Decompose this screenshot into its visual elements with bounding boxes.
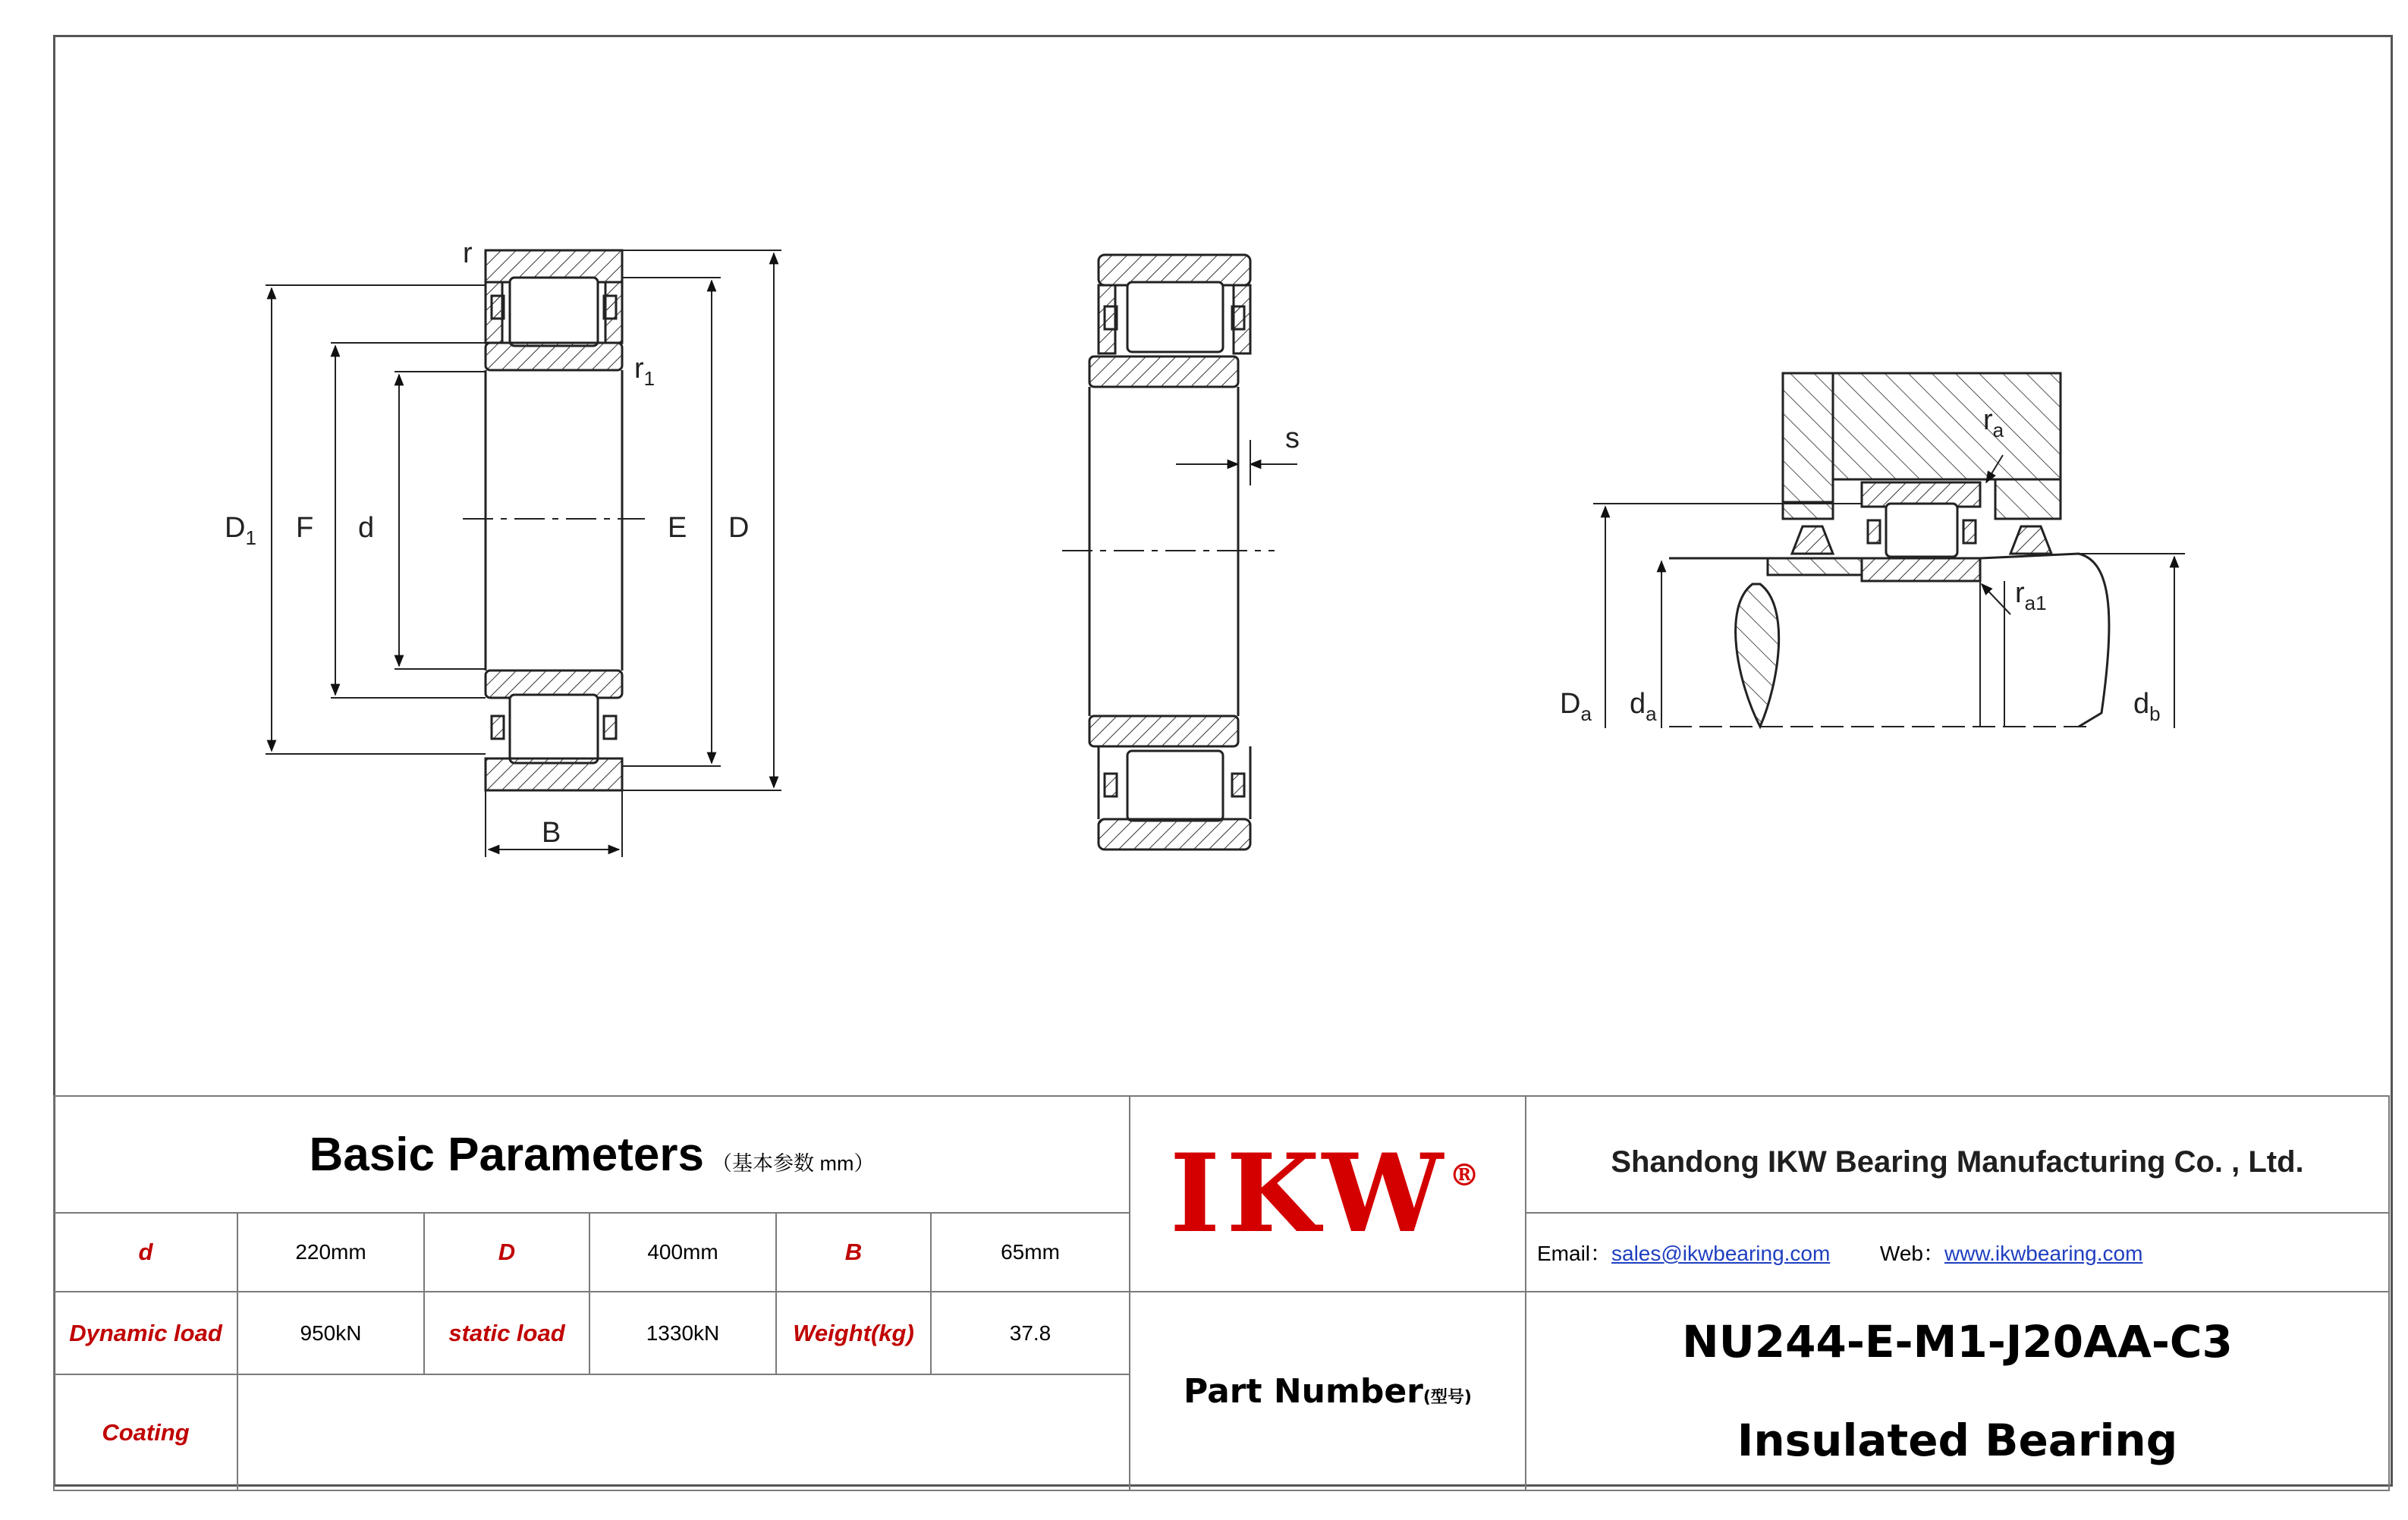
value-weight-cell: 37.8 bbox=[931, 1292, 1130, 1374]
contact-cell bbox=[1526, 1213, 2389, 1292]
label-ra: $r_a$ bbox=[1983, 404, 2004, 441]
parameters-table bbox=[53, 1095, 2390, 1491]
part-number: NU244-E-M1-J20AA-C3 bbox=[1682, 1316, 2233, 1368]
value-D-cell: 400mm bbox=[589, 1213, 776, 1292]
value-coating-cell bbox=[237, 1374, 1130, 1490]
web-label: Web： bbox=[1879, 1242, 1944, 1265]
value-B-cell: 65mm bbox=[931, 1213, 1130, 1292]
label-r: r bbox=[463, 237, 473, 269]
value-static-load-cell: 1330kN bbox=[589, 1292, 776, 1374]
value-d-cell: 220mm bbox=[237, 1213, 424, 1292]
label-B-cell: B bbox=[776, 1213, 931, 1292]
basic-parameters-title: Basic Parameters （基本参数 mm） bbox=[54, 1096, 1130, 1213]
label-r1: $r_1$ bbox=[634, 353, 655, 390]
brand-logo-cell bbox=[1130, 1096, 1526, 1292]
label-D-cell: D bbox=[424, 1213, 589, 1292]
label-Da: $D_a$ bbox=[1560, 688, 1592, 725]
email-label: Email： bbox=[1537, 1242, 1612, 1265]
label-E: E bbox=[668, 512, 687, 544]
part-number-label-cell bbox=[1130, 1292, 1526, 1490]
label-s: s bbox=[1285, 422, 1300, 454]
part-number-value-cell bbox=[1526, 1292, 2389, 1490]
bearing-type: Insulated Bearing bbox=[1737, 1415, 2178, 1466]
label-static-load-cell: static load bbox=[424, 1292, 589, 1374]
label-ra1: $r_{a1}$ bbox=[2015, 577, 2047, 614]
label-db: $d_b$ bbox=[2133, 688, 2161, 725]
mounting-view bbox=[1593, 373, 2185, 728]
ikw-logo: IKW® bbox=[1169, 1131, 1486, 1257]
label-dynamic-load-cell: Dynamic load bbox=[54, 1292, 237, 1374]
value-dynamic-load-cell: 950kN bbox=[237, 1292, 424, 1374]
label-F: F bbox=[296, 512, 314, 544]
company-name-cell bbox=[1526, 1096, 2389, 1213]
company-name: Shandong IKW Bearing Manufacturing Co. , Ltd. bbox=[1611, 1145, 2304, 1179]
label-d-cell: d bbox=[54, 1213, 237, 1292]
label-da: $d_a$ bbox=[1630, 688, 1657, 725]
label-d: d bbox=[358, 512, 375, 544]
email-link[interactable]: sales@ikwbearing.com bbox=[1611, 1242, 1831, 1265]
section-view bbox=[463, 250, 645, 790]
label-D1: $D_1$ bbox=[225, 512, 256, 549]
part-number-label: Part Number(型号) bbox=[1184, 1371, 1472, 1411]
label-D: D bbox=[728, 512, 750, 544]
web-link[interactable]: www.ikwbearing.com bbox=[1944, 1242, 2143, 1265]
label-B: B bbox=[542, 817, 561, 849]
side-view bbox=[1062, 255, 1297, 850]
label-weight-cell: Weight(kg) bbox=[776, 1292, 931, 1374]
label-coating-cell: Coating bbox=[54, 1374, 237, 1490]
